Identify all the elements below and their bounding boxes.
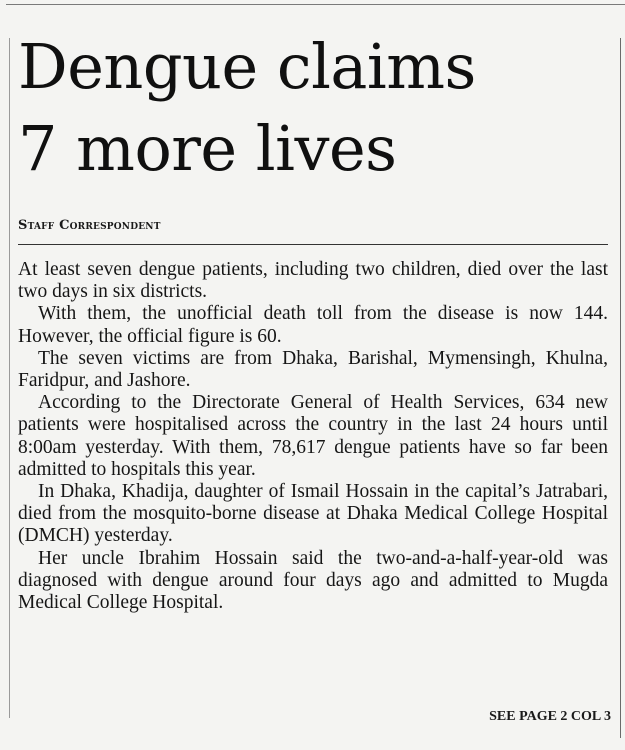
- paragraph-5: In Dhaka, Khadija, daughter of Ismail Hossain in the capital’s Jatrabari, died from the mosquito-borne disease at Dhaka Medical College Hospital (DMCH) yesterday.: [18, 481, 608, 547]
- paragraph-6: Her uncle Ibrahim Hossain said the two-and-a-half-year-old was diagnosed with dengue around four days ago and admitted to Mugda Medical College Hospital.: [18, 547, 608, 614]
- headline-line-1: Dengue claims: [18, 30, 476, 103]
- headline: [18, 26, 618, 190]
- article-body: [18, 259, 608, 614]
- right-column-rule: [620, 38, 621, 738]
- byline: Staff Correspondent: [18, 218, 161, 233]
- paragraph-2: With them, the unofficial death toll from the disease is now 144. However, the official figure is 60.: [18, 303, 608, 347]
- left-column-rule: [9, 38, 10, 718]
- paragraph-1: At least seven dengue patients, including two children, died over the last two days in six districts.: [18, 259, 608, 303]
- byline-divider: [18, 244, 608, 245]
- top-border-rule: [6, 4, 625, 5]
- paragraph-4: According to the Directorate General of Health Services, 634 new patients were hospitalised across the country in the last 24 hours until 8:00am yesterday. With them, 78,617 dengue patients have so far been admitted to hospitals this year.: [18, 392, 608, 480]
- paragraph-3: The seven victims are from Dhaka, Barishal, Mymensingh, Khulna, Faridpur, and Jashore.: [18, 347, 608, 392]
- headline-line-2: 7 more lives: [18, 112, 397, 185]
- continuation-note: SEE PAGE 2 COL 3: [489, 709, 611, 724]
